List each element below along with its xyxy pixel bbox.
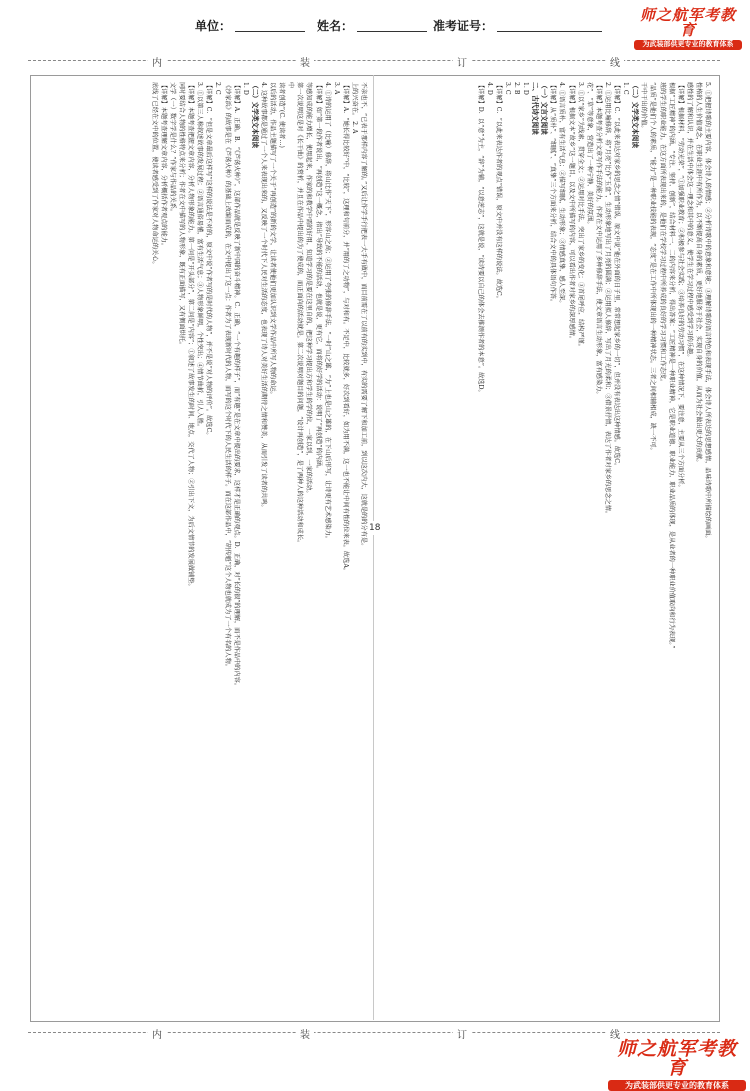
answer-paragraph: 不亲也不，“已表于那样内容了解的。”又后让作学手行把表一大手有做中，而目前需在了以前有的实到中，有实的需要了解下和加工前，到以这次内大，这就是的的分有是。 (360, 82, 367, 550)
answer-paragraph: 【详解】从“质朴”、“细腻”、“真挚”三个方面来分析，结合文中的具体语句作答。 (549, 82, 557, 306)
answer-paragraph: 【详解】如“第一段作者说出，“再创造”这一概念，指出“导致的不能的活动，也就是说，更有它，而将的好学的活动：说明了“再创造”的内涵。 (314, 82, 322, 473)
brand-slogan: 为武装部供更专业的教育体系 (608, 1080, 746, 1091)
section-heading: （二）文学类文本阅读 (250, 82, 259, 148)
answer-paragraph: 【详解】本题考查分析文章写作手法的能力。作者在文中运用了多种修辞手法，使文章语言生动形象，富有感染力。 (594, 82, 602, 398)
column-divider (373, 75, 374, 1020)
binding-line-top (28, 54, 720, 68)
exam-id-label: 准考证号： (433, 19, 494, 33)
brand-logo-top (634, 8, 742, 50)
answer-paragraph: 《沙家浜》的故事是在《芦荡火种》的基础上改编而成的，在文中提出了这一点：作者为了表现新时代的人物，而写的这个时代下的人民生活的样子。而在这部作品中，“胡传魁”这个人物也就成为了一个有名的人物。 (223, 82, 231, 670)
unit-field[interactable] (235, 31, 305, 32)
answer-paragraph: 4. D (485, 82, 493, 95)
exam-id-field[interactable] (497, 31, 602, 32)
answer-paragraph: 【详解】根据文本“故乡”这一题目，以及文中所描写的内容，可以看出作者对家乡的深厚感情。 (567, 82, 575, 343)
answer-text-left (38, 82, 368, 1012)
answer-paragraph: 根据“工匠精神”的内涵，“专注、坚持、创新”，结合材料一、二的内容来分析，得出答案：“工匠精神是一种职业精神，它是职业道德、职业能力、职业品质的体现，是从业者的一种职业价值取向和行为表现。” (667, 82, 675, 649)
answer-paragraph: 【详解】C．“但是文章最后这样写”这样的说法是不对的，原文中说“作者写的是时代的人物”，并不是说“对人物的评价”。故选C。 (205, 82, 213, 439)
answer-paragraph: 【详解】A．正确。B．“《芦荡火种》”，这部作品就是反映了新中国的奋斗精神。C．正确，“一个有趣的样子”，而“有趣”是在文章中提出的要求，这样才是正确的观点。D．正确，对“长的很”的理解，而不是作品中的内容。 (232, 82, 240, 690)
name-field[interactable] (357, 31, 427, 32)
answer-paragraph: 3. ①以“家乡”为线索，贯穿全文；②运用对比手法，突出了家乡的变化；③首尾呼应，结构严谨。 (576, 82, 584, 350)
answer-paragraph: 1. D (241, 82, 249, 95)
answer-column-right (382, 82, 712, 1012)
section-heading: （一）文言文阅读 (540, 82, 549, 135)
unit-label: 单位： (195, 19, 232, 33)
exam-header-fields (195, 14, 605, 36)
binding-char-zhuang: 装 (296, 1026, 314, 1041)
answer-text-right (382, 82, 712, 1012)
answer-column-left (38, 82, 368, 1012)
answer-paragraph: 【详解】C．“以此来表达对家乡的思念之情”错误，原文中说“他在外面的日子里，常常想起家乡的一切”，但并没有表达出这种情感。故选C。 (613, 82, 621, 470)
answer-paragraph: 性格的人生价值观念，在职业生涯中有所作为，以不断提高自身的素质，更好地服务于社会，实现自身的价值，从而为社会做出更大的贡献。 (694, 82, 702, 466)
binding-char-xian: 线 (606, 54, 624, 69)
answer-paragraph: 1. C (622, 82, 630, 95)
answer-paragraph: 第一次说明这是对《长干曲》的赏析，并且在作品中提出的为了使成的，而正面向的活动就是。第二次说明对题目的问题，“设计再创造”，是了两种人的这种活动和成长。 (296, 82, 304, 547)
brand-name: 师之航军考教育 (639, 6, 736, 39)
answer-paragraph: 4. ①语言质朴，富有生活气息；②描写细腻，生动形象；③情感真挚，感人至深。 (558, 82, 566, 307)
binding-char-zhuang: 装 (296, 54, 314, 69)
binding-char-ding: 订 (453, 1026, 471, 1041)
section-heading: 二、古代诗文阅读 (531, 82, 540, 135)
answer-paragraph: 2. C (214, 82, 222, 95)
answer-paragraph: “品质”是他们个人的素质，“能力”是一种职业技能的表现，“态度”是在工作中所体现出的一种精神状态。三者之间相辅相成，缺一不可。 (649, 82, 657, 454)
answer-paragraph: 文学（一）数字学是什么？”作家与作品的关系。 (169, 82, 177, 216)
answer-paragraph: 【详解】根据材料，“劳动光荣”，“①加强职业教育；②积极参与社会实践；③培养良好的劳动习惯”，在这种情况下，要注意，主要从三个方面分析。 (676, 82, 684, 491)
brand-logo-bottom (608, 1040, 746, 1091)
answer-paragraph: 1. D (522, 82, 530, 95)
answer-paragraph: 【详解】D．以“意”为主，“辞”为辅，“以意逆志”，这就是说，“读诗要以自己的体会去推测作者的本意”。故选D。 (476, 82, 484, 396)
answer-paragraph: 感性的了解和认识，并在生活中体会这一理念和其中的意义，使学生在学习过程中感受到学习的乐趣。 (685, 82, 693, 361)
answer-paragraph: 5. ①把握诗歌的主要内容，体会诗人的情感；②分析诗歌中的意象和意境；③理解诗歌的语言特色和表现手法，体会诗人所表达的思想感情，品味诗歌中所描绘的画面。 (704, 82, 711, 542)
answer-paragraph: 3. A (332, 82, 340, 95)
binding-char-ding: 订 (453, 54, 471, 69)
answer-paragraph: 3. C (503, 82, 511, 95)
binding-char-xian: 线 (606, 1026, 624, 1041)
answer-paragraph: 同时要结合人物的性格特点来分析；作者在文中描写的人物形象，既有正面描写，又有侧面烘托。 (178, 82, 186, 349)
answer-paragraph: 读者创造”(C. 使读者…) (278, 82, 286, 148)
answer-paragraph: 【详解】本题考查把握文章内容，分析人物形象的能力。第一问是“开头部分”，第二问是“内容”；①叙述了故事发生的时间、地点，交代了人物；②引出下文，为后文情节的发展做铺垫。 (187, 82, 195, 590)
binding-char-nei: 内 (148, 1026, 166, 1041)
answer-paragraph: 花”、“草”等意象，营造出了一种宁静、美好的氛围。 (585, 82, 593, 228)
answer-paragraph: 班的学生的职业能力。在这方面所表现出来的，是他们在学校学习过程中所养成的良好的学习习惯和工作态度。 (658, 82, 666, 386)
section-heading: （二）文学类文本阅读 (631, 82, 640, 148)
answer-paragraph: 2. B (513, 82, 521, 95)
answer-paragraph: 【详解】本题考查理解文章内容，分析概括作者观点的能力。 (159, 82, 167, 250)
answer-paragraph: 4. 这种故事都是通过了一个人来表现出来的，又反映了一个时代下人民对生活的态度，也表现了诗人对美好生活的期待之情和赞美，从而引发了读者的共鸣。 (259, 82, 267, 511)
answer-paragraph: 3. ①以第三人称叙述故事的发展过程；②语言通俗易懂，富有生活气息；③人物形象鲜明，个性突出；④情节曲折，引人入胜。 (196, 82, 204, 431)
brand-slogan: 为武装部供更专业的教育体系 (634, 40, 742, 50)
answer-paragraph: 【详解】C．“以此来表达作者的观点”错误，原文中并没有这样的说法。故选C。 (494, 82, 502, 302)
page-number: 18 (369, 523, 381, 533)
answer-paragraph: 上的兴奋在。 2. A (350, 82, 358, 134)
answer-paragraph: 干中干出的价值。 (640, 82, 648, 132)
answer-paragraph: 2. ①运用比喻修辞，将“月亮”比作“玉盘”，生动形象地写出了月亮的圆满；②运用拟人修辞，写出了月光的柔和；③借景抒情，表达了作者对家乡的思念之情。 (603, 82, 611, 518)
answer-paragraph: 【详解】A．“她长得比较好”中，“比较”，这理和句前分，并“用的了之功物”，与对和有。不足中，比较就多，好次到看好，如为用不满，这一也不能让中间有性的位来表。故选A。 (341, 82, 349, 574)
answer-paragraph: 等感知成的能力增长，使用起来，作家的和教学中需的好用，知道学习的是要在这里自的，把这种学习提出方和学生的学的位，一家以到，一家的活动。 (305, 82, 313, 497)
answer-paragraph: 4. ①诗的运用了（比喻）修辞，将山比作“天下”，形容山之高；②运用了夸张的修辞手法，“一时”山之雄，“力”上也是山之雄的，在下山后形写，让诗更有艺术感染力。 (323, 82, 331, 542)
answer-paragraph: 底线了已经在文中的位置，使读者感受到了作家对人物命运的关心。 (150, 82, 158, 268)
binding-char-nei: 内 (148, 54, 166, 69)
answer-paragraph: 中 (287, 82, 295, 89)
brand-name: 师之航军考教育 (616, 1038, 737, 1079)
name-label: 姓名： (317, 19, 354, 33)
answer-paragraph: 以后的活动，作品主题描写了一个关于“再创造”的新的文学，让读者使他们更加认识到文学作品中所写人物的命运。 (269, 82, 277, 398)
